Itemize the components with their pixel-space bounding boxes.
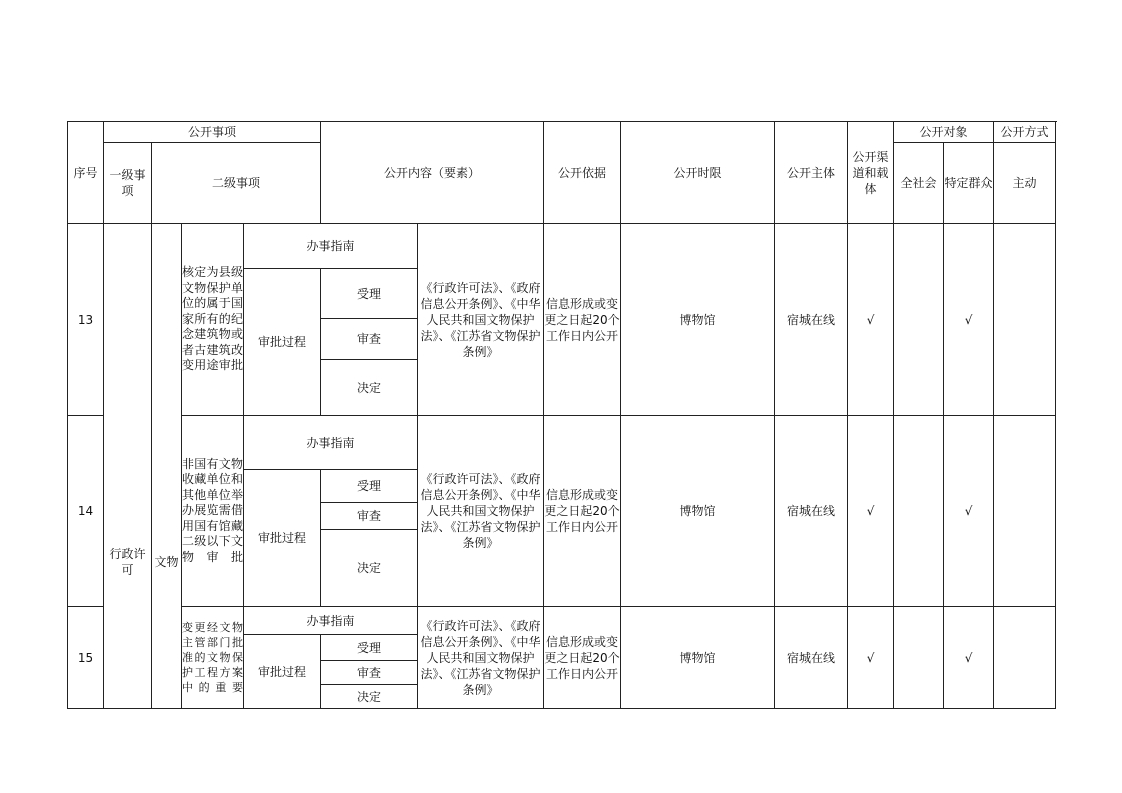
step-decide: 决定 [321,530,418,607]
row-basis: 《行政许可法》、《政府信息公开条例》、《中华人民共和国文物保护法》、《江苏省文物保护条例》 [418,607,544,709]
row-active: √ [944,416,994,607]
row-whole-society: √ [848,224,894,416]
step-review: 审查 [321,319,418,360]
header-method: 公开方式 [994,122,1056,143]
header-specific-group: 特定群众 [944,143,994,224]
header-object: 公开对象 [894,122,994,143]
header-level1: 一级事项 [104,143,152,224]
row-seq: 13 [68,224,104,416]
row-specific-group [894,607,944,709]
header-active: 主动 [994,143,1056,224]
row-subject: 博物馆 [621,224,775,416]
row-basis: 《行政许可法》、《政府信息公开条例》、《中华人民共和国文物保护法》、《江苏省文物保护条例》 [418,224,544,416]
header-time-limit: 公开时限 [621,122,775,224]
row-subject: 博物馆 [621,416,775,607]
step-accept: 受理 [321,269,418,319]
row-item: 核定为县级文物保护单位的属于国家所有的纪念建筑物或者古建筑改变用途审批 [182,224,244,416]
step-review: 审查 [321,503,418,530]
header-seq: 序号 [68,122,104,224]
row-on-request [994,224,1056,416]
header-content: 公开内容（要素） [321,122,544,224]
row-active: √ [944,607,994,709]
row-specific-group [894,416,944,607]
level1-cell [104,224,152,416]
row-process: 审批过程 [244,635,321,709]
step-accept: 受理 [321,635,418,661]
header-gongkai-shixiang: 公开事项 [104,122,321,143]
row-guide: 办事指南 [244,224,418,269]
row-channel: 宿城在线 [775,416,848,607]
header-channel: 公开渠道和载体 [848,122,894,224]
row-guide: 办事指南 [244,607,418,635]
step-review: 审查 [321,661,418,685]
level1-merged: 行政许可 [104,416,152,709]
step-accept: 受理 [321,470,418,503]
row-channel: 宿城在线 [775,607,848,709]
row-process: 审批过程 [244,269,321,416]
row-on-request [994,607,1056,709]
header-subject: 公开主体 [775,122,848,224]
row-guide: 办事指南 [244,416,418,470]
row-item: 非国有文物收藏单位和其他单位举办展览需借用国有馆藏二级以下文物审批 [182,416,244,607]
row-process: 审批过程 [244,470,321,607]
level2-category-cell [152,224,182,416]
level2-category-merged: 文物 [152,416,182,709]
step-decide: 决定 [321,685,418,709]
row-seq: 14 [68,416,104,607]
row-whole-society: √ [848,416,894,607]
row-on-request [994,416,1056,607]
row-seq: 15 [68,607,104,709]
header-whole-society: 全社会 [894,143,944,224]
row-basis: 《行政许可法》、《政府信息公开条例》、《中华人民共和国文物保护法》、《江苏省文物保护条例》 [418,416,544,607]
row-time-limit: 信息形成或变更之日起20个工作日内公开 [544,224,621,416]
step-decide: 决定 [321,360,418,416]
row-active: √ [944,224,994,416]
row-whole-society: √ [848,607,894,709]
header-basis: 公开依据 [544,122,621,224]
row-specific-group [894,224,944,416]
row-item: 变更经文物主管部门批准的文物保护工程方案中的重要 [182,607,244,709]
row-subject: 博物馆 [621,607,775,709]
row-time-limit: 信息形成或变更之日起20个工作日内公开 [544,607,621,709]
disclosure-table [67,121,1056,709]
row-time-limit: 信息形成或变更之日起20个工作日内公开 [544,416,621,607]
row-channel: 宿城在线 [775,224,848,416]
header-level2: 二级事项 [152,143,321,224]
